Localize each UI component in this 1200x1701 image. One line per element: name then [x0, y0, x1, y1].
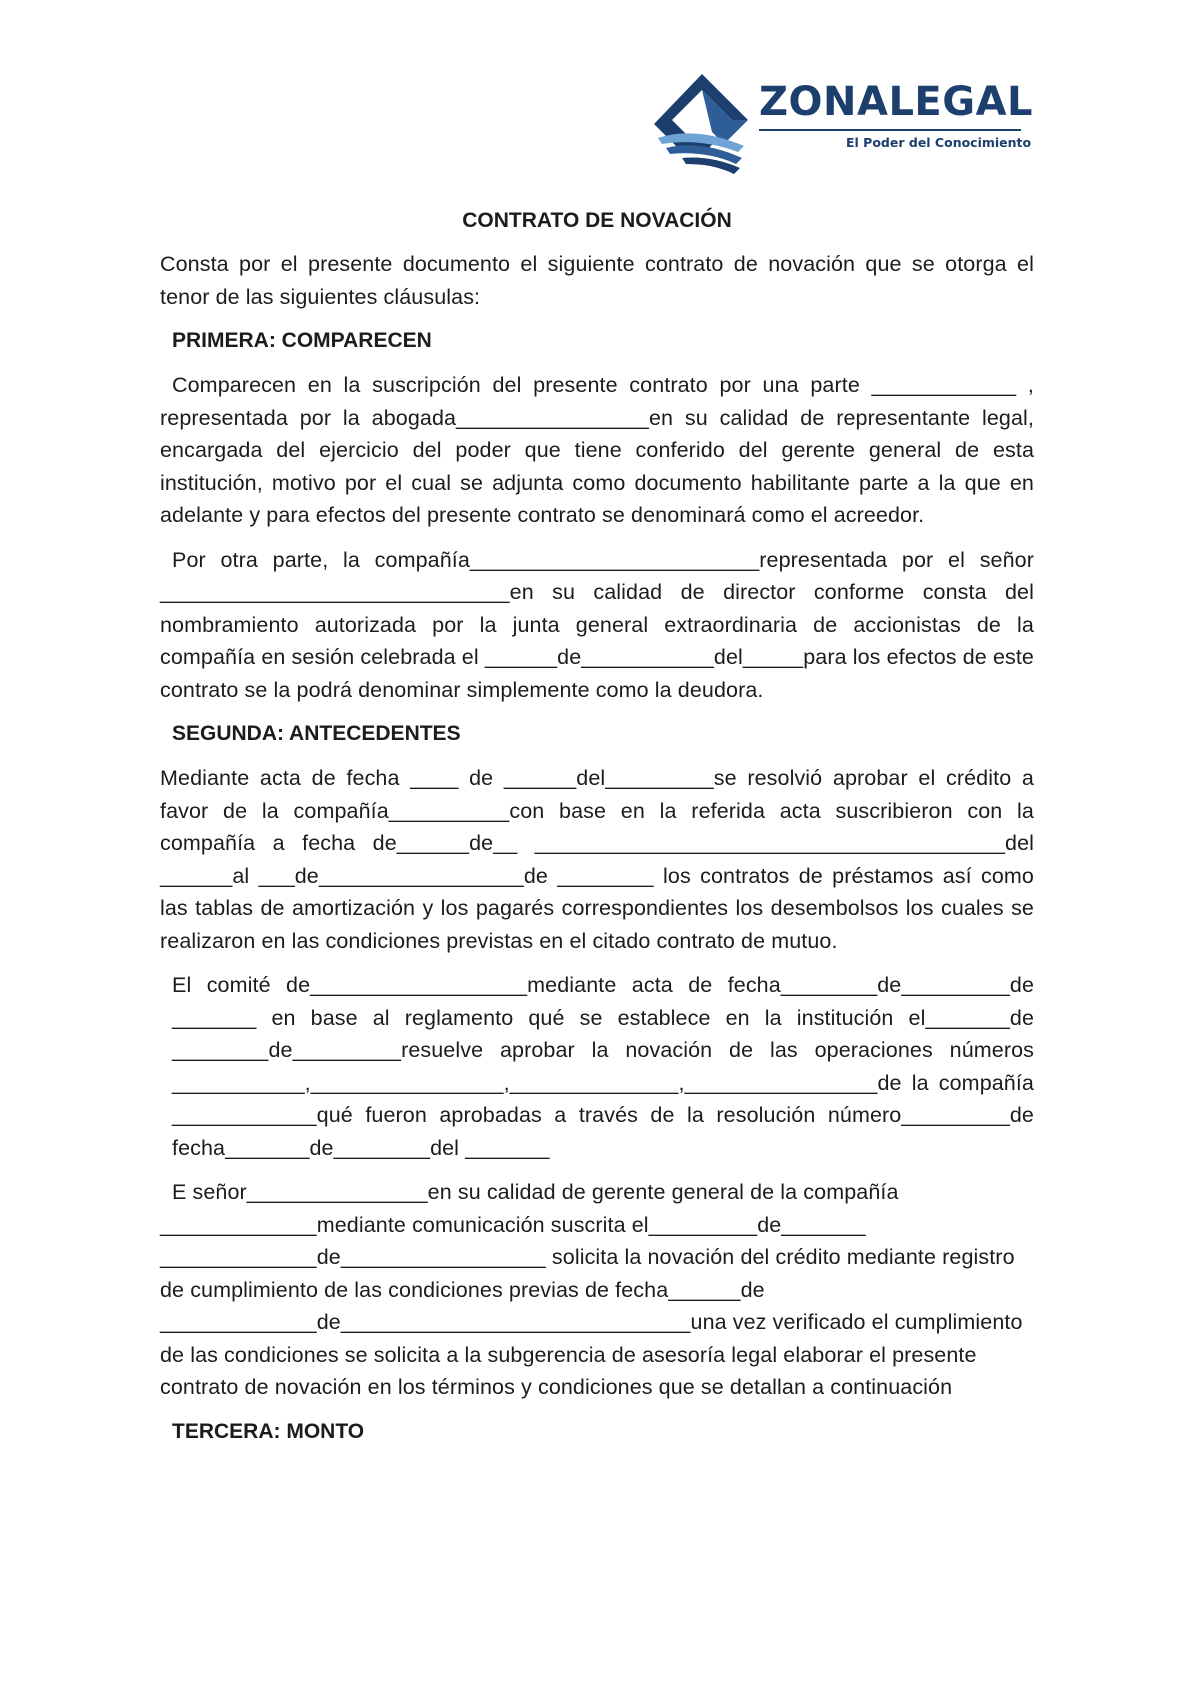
zonalegal-logo: [652, 72, 1032, 176]
clause-segunda-paragraph-3: [160, 1176, 1034, 1404]
clause-primera-text-2: Por otra parte, la compañía________________________representada por el señor _____________________________en su calidad de director conforme consta del nombramiento autorizada por la junta general extraordinaria de accionistas de la compañía en sesión celebrada el ______de___________del_____para los efectos de este contrato se la podrá denominar simplemente como la deudora.: [160, 547, 1034, 702]
logo-divider: [759, 129, 1021, 131]
clause-segunda-heading: SEGUNDA: ANTECEDENTES: [172, 722, 461, 745]
document-title: CONTRATO DE NOVACIÓN: [462, 209, 732, 232]
logo-brand-name: ZONALEGAL: [759, 79, 1034, 125]
clause-tercera-heading: TERCERA: MONTO: [172, 1419, 365, 1443]
clause-primera-heading: PRIMERA: COMPARECEN: [172, 329, 432, 352]
clause-primera-paragraph-2: [160, 544, 1034, 707]
clause-segunda-text-3: E señor_______________en su calidad de gerente general de la compañía _____________mediante comunicación suscrita el_________de_______ _____________de_________________ solicita la novación del crédito mediante registro de cumplimiento de las condiciones previas de fecha______de _____________de_____________________________una vez verificado el cumplimiento de las condiciones se solicita a la subgerencia de asesoría legal elaborar el presente contrato de novación en los términos y condiciones que se detallan a continuación: [160, 1180, 1023, 1399]
logo-emblem-icon: [652, 72, 760, 176]
clause-primera-text-1: Comparecen en la suscripción del presente contrato por una parte ____________ , representada por la abogada________________en su calidad de representante legal, encargada del ejercicio del poder que tiene conferido del gerente general de esta institución, motivo por el cual se adjunta como documento habilitante parte a la que en adelante y para efectos del presente contrato se denominará como el acreedor.: [160, 373, 1034, 527]
intro-paragraph: Consta por el presente documento el siguiente contrato de novación que se otorga el tenor de las siguientes cláusulas:: [160, 252, 1034, 309]
logo-tagline: El Poder del Conocimiento: [846, 135, 1032, 150]
document-body: [160, 206, 1034, 1460]
clause-primera-paragraph-1: [160, 369, 1034, 532]
clause-segunda-paragraph-1: Mediante acta de fecha ____ de ______del_________se resolvió aprobar el crédito a favor de la compañía__________con base en la referida acta suscribieron con la compañía a fecha de______de__ _______________________________________del ______al ___de_________________de ________ los contratos de préstamos así como las tablas de amortización y los pagarés correspondientes los desembolsos los cuales se realizaron en las condiciones previstas en el citado contrato de mutuo.: [160, 766, 1034, 953]
clause-segunda-paragraph-2: El comité de__________________mediante acta de fecha________de_________de _______ en base al reglamento qué se establece en la institución el_______de ________de_________resuelve aprobar la novación de las operaciones números ___________,________________,______________,________________de la compañía ____________qué fueron aprobadas a través de la resolución número_________de fecha_______de________del _______: [172, 973, 1034, 1160]
